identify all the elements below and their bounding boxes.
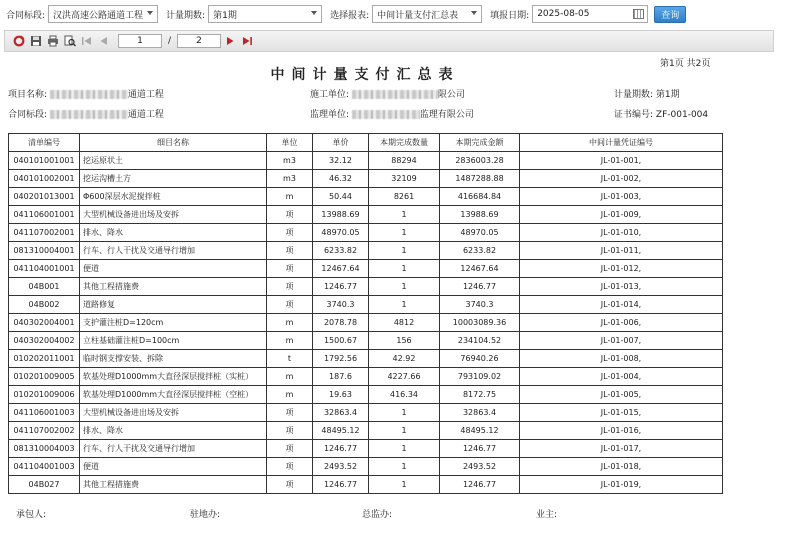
voucher-number-cell: JL-01-017,: [520, 440, 723, 458]
amount-cell: 1246.77: [440, 476, 520, 494]
amount-cell: 76940.26: [440, 350, 520, 368]
unit-price-cell: 3740.3: [313, 296, 369, 314]
amount-cell: 1246.77: [440, 278, 520, 296]
chevron-down-icon: [311, 11, 317, 15]
voucher-number-cell: JL-01-004,: [520, 368, 723, 386]
item-code-cell: 041104001003: [9, 458, 80, 476]
voucher-number-cell: JL-01-012,: [520, 260, 723, 278]
save-icon[interactable]: [30, 35, 42, 47]
quantity-cell: 1: [369, 440, 440, 458]
chevron-down-icon: [147, 11, 153, 15]
voucher-number-cell: JL-01-006,: [520, 314, 723, 332]
page-separator: /: [168, 36, 172, 46]
quantity-cell: 1: [369, 260, 440, 278]
quantity-cell: 1: [369, 224, 440, 242]
unit-cell: m3: [267, 152, 313, 170]
contractor-label: 施工单位:: [310, 90, 350, 100]
supervisor-suffix: 监理有限公司: [419, 110, 474, 120]
amount-cell: 12467.64: [440, 260, 520, 278]
first-page-icon[interactable]: [81, 35, 93, 47]
report-select[interactable]: [372, 5, 482, 23]
report-select-value: 中间计量支付汇总表: [377, 10, 459, 21]
next-page-icon[interactable]: [224, 35, 236, 47]
unit-price-cell: 13988.69: [313, 206, 369, 224]
table-row: [9, 278, 723, 296]
unit-price-cell: 2493.52: [313, 458, 369, 476]
last-page-icon[interactable]: [241, 35, 253, 47]
report-label: 选择报表:: [330, 10, 370, 21]
amount-cell: 1487288.88: [440, 170, 520, 188]
amount-cell: 6233.82: [440, 242, 520, 260]
unit-cell: 项: [267, 296, 313, 314]
certificate-value: ZF-001-004: [655, 110, 709, 120]
item-code-cell: 041104001001: [9, 260, 80, 278]
column-header: 清单编号: [9, 134, 80, 152]
voucher-number-cell: JL-01-016,: [520, 422, 723, 440]
unit-price-cell: 19.63: [313, 386, 369, 404]
quantity-cell: 8261: [369, 188, 440, 206]
date-input[interactable]: [532, 5, 648, 23]
current-page-input[interactable]: 1: [118, 34, 162, 48]
item-code-cell: 040101001001: [9, 152, 80, 170]
item-name-cell: 立柱基础灌注桩D=100cm: [80, 332, 267, 350]
column-header: 本期完成金额: [440, 134, 520, 152]
print-preview-icon[interactable]: [64, 35, 76, 47]
item-code-cell: 040302004002: [9, 332, 80, 350]
voucher-number-cell: JL-01-010,: [520, 224, 723, 242]
unit-cell: 项: [267, 404, 313, 422]
prev-page-icon[interactable]: [98, 35, 110, 47]
quantity-cell: 1: [369, 422, 440, 440]
unit-cell: m: [267, 314, 313, 332]
column-header: 单位: [267, 134, 313, 152]
unit-cell: t: [267, 350, 313, 368]
unit-cell: 项: [267, 242, 313, 260]
quantity-cell: 1: [369, 404, 440, 422]
item-code-cell: 04B002: [9, 296, 80, 314]
unit-price-cell: 187.6: [313, 368, 369, 386]
signature-owner: 业主:: [536, 510, 558, 520]
contract-section: [8, 107, 164, 120]
table-row: [9, 404, 723, 422]
item-name-cell: 挖运沟槽土方: [80, 170, 267, 188]
contract-section-label: 合同标段:: [8, 110, 48, 120]
redacted-text: [352, 90, 438, 99]
item-code-cell: 040201013001: [9, 188, 80, 206]
item-code-cell: 041107002002: [9, 422, 80, 440]
period-select-value: 第1期: [213, 10, 237, 21]
redacted-text: [352, 110, 420, 119]
unit-price-cell: 32863.4: [313, 404, 369, 422]
item-name-cell: 排水、降水: [80, 422, 267, 440]
unit-price-cell: 6233.82: [313, 242, 369, 260]
item-code-cell: 040302004001: [9, 314, 80, 332]
table-row: [9, 386, 723, 404]
item-name-cell: 其他工程措施费: [80, 278, 267, 296]
quantity-cell: 1: [369, 296, 440, 314]
amount-cell: 48970.05: [440, 224, 520, 242]
voucher-number-cell: JL-01-002,: [520, 170, 723, 188]
table-row: [9, 422, 723, 440]
project-suffix: 通道工程: [127, 90, 164, 100]
unit-price-cell: 2078.78: [313, 314, 369, 332]
date-input-value: 2025-08-05: [537, 9, 590, 19]
voucher-number-cell: JL-01-011,: [520, 242, 723, 260]
unit-price-cell: 1246.77: [313, 476, 369, 494]
quantity-cell: 42.92: [369, 350, 440, 368]
table-row: [9, 260, 723, 278]
item-code-cell: 04B001: [9, 278, 80, 296]
unit-cell: 项: [267, 260, 313, 278]
voucher-number-cell: JL-01-015,: [520, 404, 723, 422]
quantity-cell: 1: [369, 458, 440, 476]
amount-cell: 10003089.36: [440, 314, 520, 332]
unit-cell: m: [267, 332, 313, 350]
quantity-cell: 1: [369, 242, 440, 260]
item-name-cell: 行车、行人干扰及交通导行增加: [80, 242, 267, 260]
date-label: 填报日期:: [490, 10, 530, 21]
certificate-label: 证书编号:: [614, 110, 654, 120]
table-row: [9, 242, 723, 260]
voucher-number-cell: JL-01-019,: [520, 476, 723, 494]
unit-price-cell: 48970.05: [313, 224, 369, 242]
period-info: [614, 87, 680, 100]
signature-resident: 驻地办:: [190, 510, 221, 520]
item-name-cell: 排水、降水: [80, 224, 267, 242]
refresh-icon[interactable]: [13, 35, 25, 47]
contractor-suffix: 限公司: [437, 90, 465, 100]
redacted-text: [50, 90, 128, 99]
period-label: 计量期数:: [166, 10, 206, 21]
quantity-cell: 4812: [369, 314, 440, 332]
item-name-cell: 道路修复: [80, 296, 267, 314]
voucher-number-cell: JL-01-009,: [520, 206, 723, 224]
item-code-cell: 041106001001: [9, 206, 80, 224]
project-name: [8, 87, 164, 100]
table-row: [9, 314, 723, 332]
amount-cell: 2836003.28: [440, 152, 520, 170]
table-row: [9, 476, 723, 494]
page-info: 第1页 共2页: [660, 59, 711, 69]
voucher-number-cell: JL-01-013,: [520, 278, 723, 296]
project-label: 项目名称:: [8, 90, 48, 100]
item-name-cell: 行车、行人干扰及交通导行增加: [80, 440, 267, 458]
voucher-number-cell: JL-01-007,: [520, 332, 723, 350]
report-toolbar: [4, 30, 774, 52]
period-info-label: 计量期数:: [614, 90, 654, 100]
table-row: [9, 224, 723, 242]
contract-label: 合同标段:: [6, 10, 46, 21]
table-row: [9, 350, 723, 368]
table-body: [9, 152, 723, 494]
voucher-number-cell: JL-01-001,: [520, 152, 723, 170]
item-name-cell: 便道: [80, 260, 267, 278]
query-button[interactable]: 查询: [654, 6, 686, 23]
calendar-icon[interactable]: [633, 9, 644, 19]
quantity-cell: 88294: [369, 152, 440, 170]
table-header-row: [9, 134, 723, 152]
unit-cell: 项: [267, 422, 313, 440]
unit-cell: m: [267, 368, 313, 386]
unit-cell: 项: [267, 440, 313, 458]
voucher-number-cell: JL-01-005,: [520, 386, 723, 404]
period-select[interactable]: [208, 5, 322, 23]
period-info-value: 第1期: [655, 90, 680, 100]
contract-section-suffix: 通道工程: [127, 110, 164, 120]
column-header: 本期完成数量: [369, 134, 440, 152]
redacted-text: [50, 110, 128, 119]
table-row: [9, 188, 723, 206]
unit-cell: 项: [267, 224, 313, 242]
supervisor-unit: [310, 107, 474, 120]
unit-price-cell: 32.12: [313, 152, 369, 170]
voucher-number-cell: JL-01-003,: [520, 188, 723, 206]
amount-cell: 13988.69: [440, 206, 520, 224]
item-code-cell: 04B027: [9, 476, 80, 494]
total-pages-field: 2: [177, 34, 221, 48]
quantity-cell: 4227.66: [369, 368, 440, 386]
item-name-cell: 挖运原状土: [80, 152, 267, 170]
print-icon[interactable]: [47, 35, 59, 47]
voucher-number-cell: JL-01-018,: [520, 458, 723, 476]
summary-table: [8, 133, 723, 494]
unit-cell: 项: [267, 458, 313, 476]
unit-cell: 项: [267, 278, 313, 296]
table-row: [9, 332, 723, 350]
unit-cell: m: [267, 386, 313, 404]
amount-cell: 2493.52: [440, 458, 520, 476]
quantity-cell: 32109: [369, 170, 440, 188]
item-code-cell: 081310004001: [9, 242, 80, 260]
item-name-cell: 其他工程措施费: [80, 476, 267, 494]
item-code-cell: 041107002001: [9, 224, 80, 242]
quantity-cell: 1: [369, 476, 440, 494]
contract-select[interactable]: [48, 5, 158, 23]
filter-bar: [0, 0, 800, 28]
unit-price-cell: 1500.67: [313, 332, 369, 350]
quantity-cell: 156: [369, 332, 440, 350]
table-row: [9, 296, 723, 314]
item-name-cell: 软基处理D1000mm大直径深层搅拌桩（空桩）: [80, 386, 267, 404]
unit-cell: m: [267, 188, 313, 206]
column-header: 单价: [313, 134, 369, 152]
amount-cell: 48495.12: [440, 422, 520, 440]
item-code-cell: 010201009005: [9, 368, 80, 386]
item-code-cell: 010202011001: [9, 350, 80, 368]
unit-price-cell: 12467.64: [313, 260, 369, 278]
item-name-cell: 便道: [80, 458, 267, 476]
quantity-cell: 1: [369, 278, 440, 296]
certificate-number: [614, 107, 708, 120]
amount-cell: 1246.77: [440, 440, 520, 458]
table-row: [9, 206, 723, 224]
table-row: [9, 368, 723, 386]
item-name-cell: 支护灌注桩D=120cm: [80, 314, 267, 332]
amount-cell: 234104.52: [440, 332, 520, 350]
supervisor-label: 监理单位:: [310, 110, 350, 120]
table-row: [9, 440, 723, 458]
unit-price-cell: 1792.56: [313, 350, 369, 368]
amount-cell: 3740.3: [440, 296, 520, 314]
amount-cell: 8172.75: [440, 386, 520, 404]
item-name-cell: 大型机械设备进出场及安拆: [80, 404, 267, 422]
signature-chief: 总监办:: [362, 510, 393, 520]
item-code-cell: 081310004003: [9, 440, 80, 458]
item-code-cell: 040101002001: [9, 170, 80, 188]
item-name-cell: 临时钢支撑安装、拆除: [80, 350, 267, 368]
item-code-cell: 041106001003: [9, 404, 80, 422]
amount-cell: 416684.84: [440, 188, 520, 206]
quantity-cell: 416.34: [369, 386, 440, 404]
unit-price-cell: 50.44: [313, 188, 369, 206]
item-name-cell: Φ600深层水泥搅拌桩: [80, 188, 267, 206]
unit-price-cell: 46.32: [313, 170, 369, 188]
item-name-cell: 大型机械设备进出场及安拆: [80, 206, 267, 224]
table-row: [9, 152, 723, 170]
unit-cell: 项: [267, 206, 313, 224]
unit-price-cell: 1246.77: [313, 278, 369, 296]
chevron-down-icon: [471, 11, 477, 15]
voucher-number-cell: JL-01-014,: [520, 296, 723, 314]
column-header: 细目名称: [80, 134, 267, 152]
unit-price-cell: 48495.12: [313, 422, 369, 440]
voucher-number-cell: JL-01-008,: [520, 350, 723, 368]
column-header: 中间计量凭证编号: [520, 134, 723, 152]
amount-cell: 32863.4: [440, 404, 520, 422]
report-title: 中间计量支付汇总表: [270, 67, 460, 83]
unit-cell: 项: [267, 476, 313, 494]
amount-cell: 793109.02: [440, 368, 520, 386]
unit-cell: m3: [267, 170, 313, 188]
table-row: [9, 458, 723, 476]
contractor-unit: [310, 87, 465, 100]
contract-select-value: 汉洪高速公路通道工程: [53, 10, 144, 21]
item-code-cell: 010201009006: [9, 386, 80, 404]
signature-contractor: 承包人:: [16, 510, 47, 520]
quantity-cell: 1: [369, 206, 440, 224]
item-name-cell: 软基处理D1000mm大直径深层搅拌桩（实桩）: [80, 368, 267, 386]
unit-price-cell: 1246.77: [313, 440, 369, 458]
table-row: [9, 170, 723, 188]
